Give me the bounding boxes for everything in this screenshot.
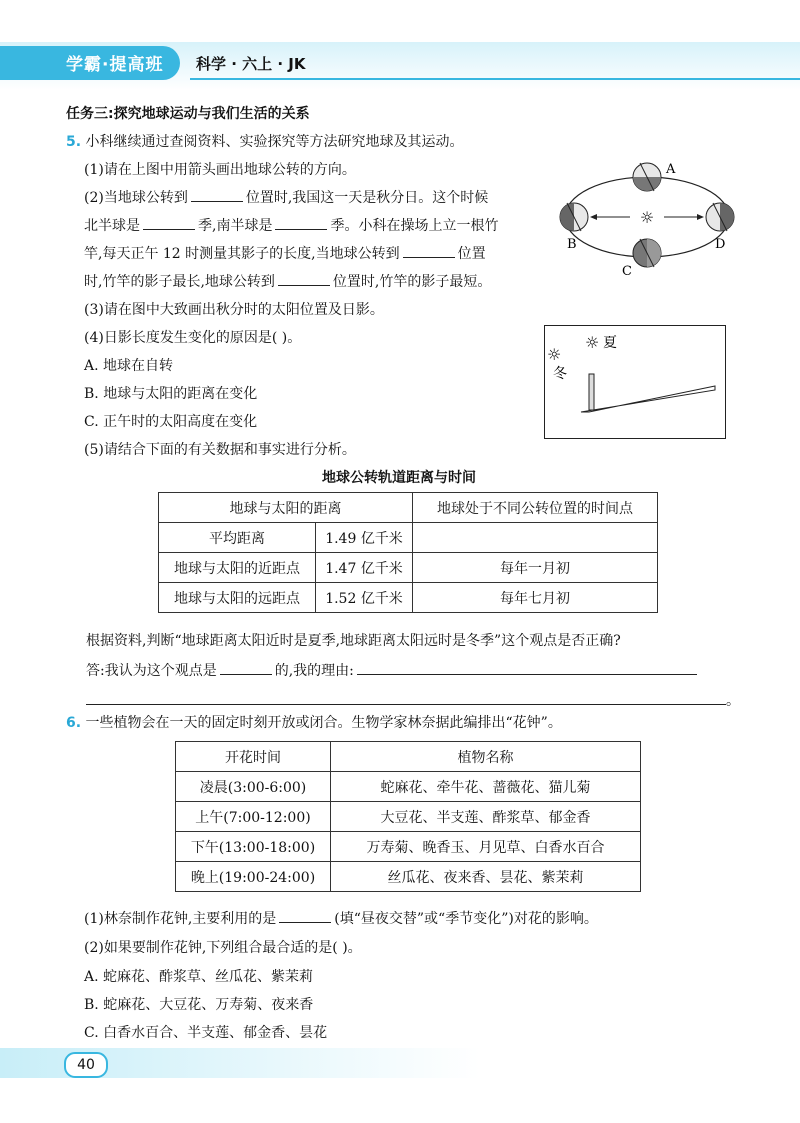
answer-blank-judgement[interactable] bbox=[220, 660, 272, 675]
table-cell: 1.52 亿千米 bbox=[316, 583, 413, 613]
q5-part3: (3)请在图中大致画出秋分时的太阳位置及日影。 bbox=[84, 302, 384, 318]
brand-title: 学霸·提高班 bbox=[66, 55, 164, 75]
q6-part1 bbox=[84, 908, 598, 928]
table-cell: 万寿菊、晚香玉、月见草、白香水百合 bbox=[331, 832, 641, 862]
earth-d bbox=[706, 203, 734, 231]
q5-option-c[interactable]: C. 正午时的太阳高度在变化 bbox=[84, 414, 258, 430]
q5-part5: (5)请结合下面的有关数据和事实进行分析。 bbox=[84, 442, 356, 458]
page-number: 40 bbox=[64, 1052, 108, 1078]
q5-part2-line1 bbox=[84, 187, 488, 207]
label-winter: 冬 bbox=[553, 366, 567, 382]
q5-part2-line3 bbox=[84, 243, 486, 263]
label-a: A bbox=[666, 162, 676, 177]
header-rule bbox=[190, 78, 800, 80]
ground-plane bbox=[581, 386, 715, 412]
table-cell: 蛇麻花、牵牛花、蔷薇花、猫儿菊 bbox=[331, 772, 641, 802]
table-header: 植物名称 bbox=[331, 742, 641, 772]
label-c: C bbox=[622, 264, 632, 279]
table-cell: 地球与太阳的近距点 bbox=[159, 553, 316, 583]
q5-answer-text: 答:我认为这个观点是 bbox=[86, 663, 217, 679]
q5-p2-text: 北半球是 bbox=[84, 218, 140, 234]
table-cell: 丝瓜花、夜来香、昙花、紫茉莉 bbox=[331, 862, 641, 892]
q6-stem: 一些植物会在一天的固定时刻开放或闭合。生物学家林奈据此编排出“花钟”。 bbox=[85, 715, 562, 731]
table-cell: 1.47 亿千米 bbox=[316, 553, 413, 583]
earth-a bbox=[633, 163, 661, 191]
q5-p2-text: 时,竹竿的影子最长,地球公转到 bbox=[84, 274, 275, 290]
subject-label: 科学 · 六上 · JK bbox=[196, 55, 306, 73]
q6-option-c[interactable]: C. 白香水百合、半支莲、郁金香、昙花 bbox=[84, 1025, 328, 1041]
table-row bbox=[176, 742, 641, 772]
q5-stem: 小科继续通过查阅资料、实验探究等方法研究地球及其运动。 bbox=[85, 134, 464, 150]
task-title: 任务三:探究地球运动与我们生活的关系 bbox=[66, 106, 310, 122]
q5-option-b[interactable]: B. 地球与太阳的距离在变化 bbox=[84, 386, 258, 402]
table-cell: 地球与太阳的远距点 bbox=[159, 583, 316, 613]
q5-part4: (4)日影长度发生变化的原因是( )。 bbox=[84, 330, 302, 346]
label-b: B bbox=[567, 237, 577, 252]
q5-answer-end: 。 bbox=[726, 693, 740, 709]
table-cell: 大豆花、半支莲、酢浆草、郁金香 bbox=[331, 802, 641, 832]
q5-p2-text: (2)当地球公转到 bbox=[84, 190, 188, 206]
ray-arrow-left bbox=[590, 214, 597, 220]
table-cell: 1.49 亿千米 bbox=[316, 523, 413, 553]
earth-b bbox=[560, 203, 588, 231]
distance-table-title: 地球公转轨道距离与时间 bbox=[322, 470, 476, 486]
table-cell: 下午(13:00-18:00) bbox=[176, 832, 331, 862]
footer-band bbox=[0, 1048, 800, 1078]
table-cell: 上午(7:00-12:00) bbox=[176, 802, 331, 832]
q6-number: 6. bbox=[66, 715, 82, 731]
q5-part1: (1)请在上图中用箭头画出地球公转的方向。 bbox=[84, 162, 356, 178]
label-d: D bbox=[715, 237, 726, 252]
answer-blank-south-season[interactable] bbox=[275, 215, 327, 230]
answer-blank-longest-shadow[interactable] bbox=[403, 243, 455, 258]
table-cell: 凌晨(3:00-6:00) bbox=[176, 772, 331, 802]
q5-answer-text: 的,我的理由: bbox=[274, 663, 354, 679]
q6-p1-text: (1)林奈制作花钟,主要利用的是 bbox=[84, 911, 277, 927]
answer-blank-north-season[interactable] bbox=[143, 215, 195, 230]
q6-option-b[interactable]: B. 蛇麻花、大豆花、万寿菊、夜来香 bbox=[84, 997, 314, 1013]
table-cell: 晚上(19:00-24:00) bbox=[176, 862, 331, 892]
q5-p2-text: 季,南半球是 bbox=[198, 218, 273, 234]
table-cell bbox=[413, 523, 658, 553]
q5-answer-line2 bbox=[86, 690, 740, 710]
q6-part2: (2)如果要制作花钟,下列组合最合适的是( )。 bbox=[84, 940, 362, 956]
q5-number: 5. bbox=[66, 134, 82, 150]
label-summer: 夏 bbox=[603, 335, 617, 351]
table-row bbox=[176, 802, 641, 832]
table-header: 地球与太阳的距离 bbox=[159, 493, 413, 523]
table-header: 开花时间 bbox=[176, 742, 331, 772]
q5-stem-line bbox=[66, 131, 464, 151]
q5-part2-line2 bbox=[84, 215, 498, 235]
shadow-figure bbox=[544, 325, 726, 439]
table-cell: 每年七月初 bbox=[413, 583, 658, 613]
answer-blank-shortest-shadow[interactable] bbox=[278, 271, 330, 286]
q5-judge: 根据资料,判断“地球距离太阳近时是夏季,地球距离太阳远时是冬季”这个观点是否正确? bbox=[86, 633, 621, 649]
q5-p2-text: 位置 bbox=[457, 246, 486, 262]
shadow-svg bbox=[545, 326, 725, 438]
q5-p2-text: 位置时,我国这一天是秋分日。这个时候 bbox=[245, 190, 489, 206]
sun-icon: ☼ bbox=[639, 208, 655, 227]
table-row bbox=[176, 832, 641, 862]
q6-option-a[interactable]: A. 蛇麻花、酢浆草、丝瓜花、紫茉莉 bbox=[84, 969, 314, 985]
table-row bbox=[176, 772, 641, 802]
answer-blank-autumn-position[interactable] bbox=[191, 187, 243, 202]
q5-p2-text: 竿,每天正午 12 时测量其影子的长度,当地球公转到 bbox=[84, 246, 400, 262]
q6-stem-line bbox=[66, 712, 562, 732]
q5-p2-text: 季。小科在操场上立一根竹 bbox=[330, 218, 499, 234]
table-cell: 平均距离 bbox=[159, 523, 316, 553]
summer-sun-icon: ☼ bbox=[585, 333, 600, 352]
answer-blank-reason[interactable] bbox=[357, 660, 697, 675]
winter-sun-icon: ☼ bbox=[547, 345, 562, 364]
orbit-diagram bbox=[552, 155, 752, 285]
earth-c bbox=[633, 239, 661, 267]
ray-arrow-right bbox=[697, 214, 704, 220]
q6-p1-text: (填“昼夜交替”或“季节变化”)对花的影响。 bbox=[334, 911, 598, 927]
table-row bbox=[176, 862, 641, 892]
q5-p2-text: 位置时,竹竿的影子最短。 bbox=[332, 274, 492, 290]
q5-option-a[interactable]: A. 地球在自转 bbox=[84, 358, 174, 374]
table-row bbox=[159, 523, 658, 553]
answer-blank-factor[interactable] bbox=[279, 908, 331, 923]
q5-part2-line4 bbox=[84, 271, 491, 291]
table-row bbox=[159, 553, 658, 583]
distance-table bbox=[158, 492, 658, 613]
table-header: 地球处于不同公转位置的时间点 bbox=[413, 493, 658, 523]
bamboo-pole bbox=[589, 374, 594, 410]
table-cell: 每年一月初 bbox=[413, 553, 658, 583]
table-row bbox=[159, 583, 658, 613]
answer-blank-reason-cont[interactable] bbox=[86, 690, 726, 705]
table-row bbox=[159, 493, 658, 523]
flower-clock-table bbox=[175, 741, 641, 892]
q5-answer-line bbox=[86, 660, 736, 680]
